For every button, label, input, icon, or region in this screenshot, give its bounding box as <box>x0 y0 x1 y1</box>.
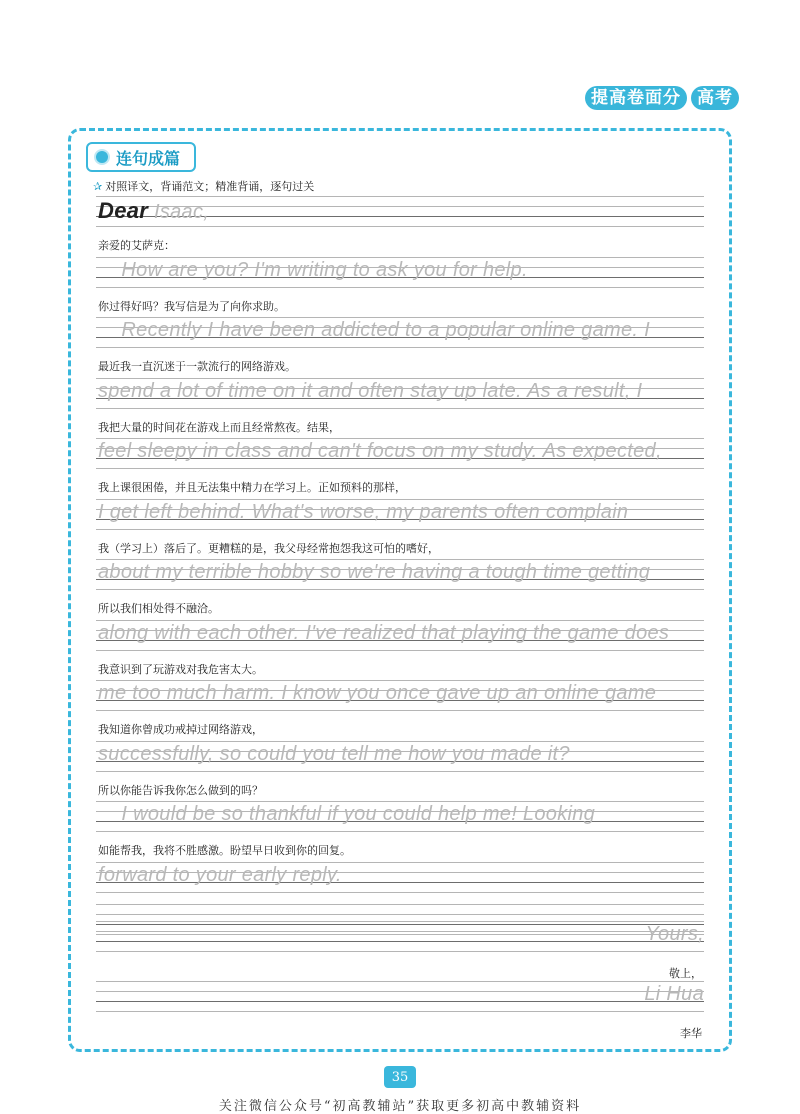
translation-text: 最近我一直沉迷于一款流行的网络游戏。 <box>98 360 296 373</box>
guide-line <box>96 914 704 915</box>
guide-line <box>96 951 704 952</box>
guide-line <box>96 921 704 922</box>
brand-label: 提高卷面分 <box>585 86 687 110</box>
guide-line <box>96 347 704 348</box>
salutation: Dear <box>98 198 149 223</box>
translation-text: 你过得好吗？我写信是为了向你求助。 <box>98 299 285 313</box>
guide-line <box>96 378 704 379</box>
guide-line <box>96 589 704 590</box>
guide-line <box>96 226 704 227</box>
translation-text: 我上课很困倦，并且无法集中精力在学习上。正如预料的那样， <box>98 481 406 494</box>
trace-sentence: I get left behind. What's worse, my parents often complain <box>98 500 629 523</box>
translation-text: 如能帮我，我将不胜感激。盼望早日收到你的回复。 <box>98 844 351 857</box>
trace-sentence: about my terrible hobby so we're having a tough time getting <box>98 561 651 583</box>
trace-sentence: I would be so thankful if you could help me! Looking <box>98 803 596 825</box>
trace-sentence: feel sleepy in class and can't focus on my study. As expected, <box>98 440 662 462</box>
trace-sentence <box>98 198 704 224</box>
trace-text: Isaac, <box>148 201 210 223</box>
trace-sentence: spend a lot of time on it and often stay up late. As a result, I <box>98 379 643 402</box>
guide-line <box>96 529 704 530</box>
translation-text: 我意识到了玩游戏对我危害太大。 <box>98 662 263 676</box>
guide-line <box>96 257 704 258</box>
instruction <box>93 178 314 194</box>
guide-line <box>96 831 704 832</box>
guide-line <box>96 196 704 197</box>
translation-text: 我把大量的时间花在游戏上而且经常熬夜。结果， <box>98 420 340 434</box>
closing-translation: 敬上， <box>669 967 702 980</box>
brand-badge <box>585 86 739 110</box>
guide-line <box>96 741 704 742</box>
guide-line <box>96 559 704 560</box>
section-title: 连句成篇 <box>116 148 181 168</box>
guide-line <box>96 438 704 439</box>
signature-name: Li Hua <box>644 983 704 1005</box>
translation-text: 所以我们相处得不融洽。 <box>98 602 219 615</box>
guide-line <box>96 408 704 409</box>
guide-line <box>96 287 704 288</box>
brand-tag: 高考 <box>691 86 739 110</box>
star-pencil-icon: ✰ <box>93 179 103 193</box>
guide-line <box>96 771 704 772</box>
guide-line <box>96 892 704 893</box>
guide-line <box>96 1011 704 1012</box>
trace-sentence: How are you? I'm writing to ask you for help. <box>98 258 528 281</box>
guide-line <box>96 620 704 621</box>
instruction-text: 对照译文，背诵范文；精准背诵，逐句过关 <box>105 180 315 193</box>
guide-line <box>96 862 704 863</box>
translation-text: 我知道你曾成功戒掉过网络游戏， <box>98 723 263 736</box>
guide-line <box>96 904 704 905</box>
trace-sentence: forward to your early reply. <box>98 863 342 886</box>
guide-line <box>96 680 704 681</box>
page-number: 35 <box>384 1066 416 1088</box>
closing-phrase: Yours, <box>645 923 704 945</box>
footer-note: 关注微信公众号“初高教辅站”获取更多初高中教辅资料 <box>218 1099 582 1114</box>
trace-sentence: along with each other. I've realized that playing the game does <box>98 621 670 644</box>
translation-text: 亲爱的艾萨克： <box>98 239 175 252</box>
guide-line <box>96 710 704 711</box>
guide-line <box>96 981 704 982</box>
trace-sentence: Recently I have been addicted to a popular online game. I <box>98 319 650 341</box>
translation-text: 我（学习上）落后了。更糟糕的是，我父母经常抱怨我这可怕的嗜好， <box>98 541 439 555</box>
translation-text: 所以你能告诉我你怎么做到的吗？ <box>98 783 263 797</box>
guide-line <box>96 801 704 802</box>
trace-sentence: me too much harm. I know you once gave up an online game <box>98 682 657 704</box>
guide-line <box>96 317 704 318</box>
trace-sentence: successfully, so could you tell me how you made it? <box>98 742 570 765</box>
guide-line <box>96 650 704 651</box>
guide-line <box>96 499 704 500</box>
guide-line <box>96 468 704 469</box>
bullet-circle-icon <box>96 151 108 163</box>
section-header <box>86 142 196 172</box>
signature-translation: 李华 <box>680 1027 702 1040</box>
